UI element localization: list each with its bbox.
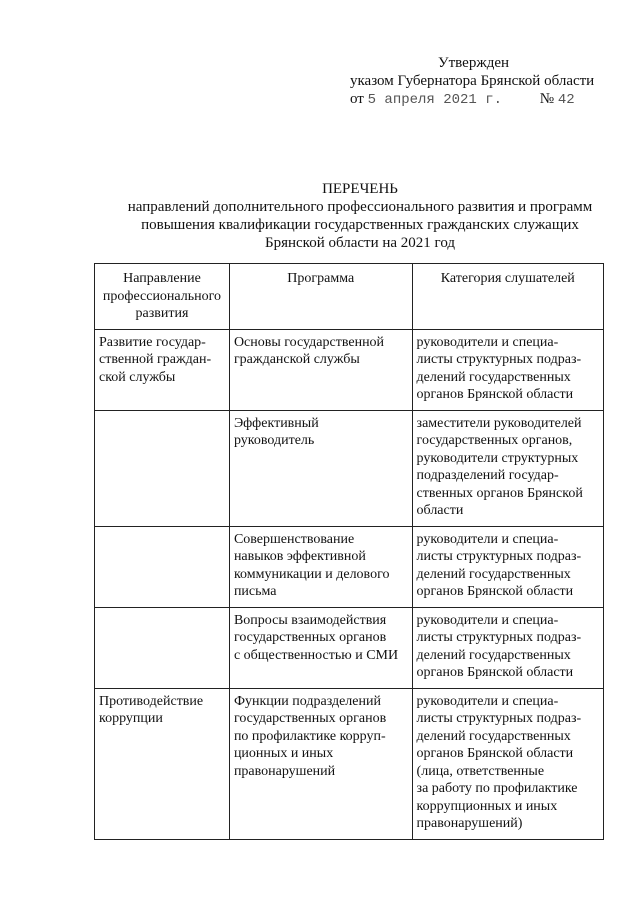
approval-stamp [350,54,610,109]
approval-title: Утвержден [438,55,510,71]
approval-authority: указом Губернатора Брянской области [350,73,595,89]
table-row [95,607,604,688]
table-row [95,329,604,410]
approval-date-prefix: от [350,91,364,107]
title-heading: ПЕРЕЧЕНЬ [322,181,398,197]
approval-date-line [350,90,610,109]
category-cell: руководители и специа- листы структурных подраз- делений государственных органов Брянской области [412,526,603,607]
programs-table [94,263,604,840]
category-cell: руководители и специа- листы структурных подраз- делений государственных органов Брянской области (лица, ответственные за работу по профилактике коррупционных и иных правонарушений) [412,688,603,839]
table-row [95,688,604,839]
direction-cell: Развитие государ- ственной граждан- ской службы [95,329,230,410]
program-cell: Эффективный руководитель [229,410,412,526]
title-line-2: повышения квалификации государственных гражданских служащих [141,217,579,233]
title-line-3: Брянской области на 2021 год [264,235,456,251]
direction-cell: Противодействие коррупции [95,688,230,839]
header-category: Категория слушателей [412,264,603,330]
approval-number-label: № [539,91,555,107]
program-cell: Функции подразделений государственных органов по профилактике корруп- ционных и иных правонарушений [229,688,412,839]
category-cell: руководители и специа- листы структурных подраз- делений государственных органов Брянской области [412,329,603,410]
table-header-row [95,264,604,330]
category-cell: руководители и специа- листы структурных подраз- делений государственных органов Брянской области [412,607,603,688]
direction-cell-empty [95,410,230,526]
approval-number-value: 42 [557,92,575,108]
approval-date-value: 5 апреля 2021 г. [367,92,503,108]
table-row [95,410,604,526]
direction-cell-empty [95,526,230,607]
category-cell: заместители руководителей государственных органов, руководители структурных подразделений государ- ственных органов Брянской области [412,410,603,526]
header-program: Программа [229,264,412,330]
program-cell: Вопросы взаимодействия государственных органов с общественностью и СМИ [229,607,412,688]
table-row [95,526,604,607]
program-cell: Совершенствование навыков эффективной коммуникации и делового письма [229,526,412,607]
header-direction: Направление профессионального развития [95,264,230,330]
title-line-1: направлений дополнительного профессионального развития и программ [127,199,593,215]
direction-cell-empty [95,607,230,688]
program-cell: Основы государственной гражданской службы [229,329,412,410]
document-title [90,180,630,252]
